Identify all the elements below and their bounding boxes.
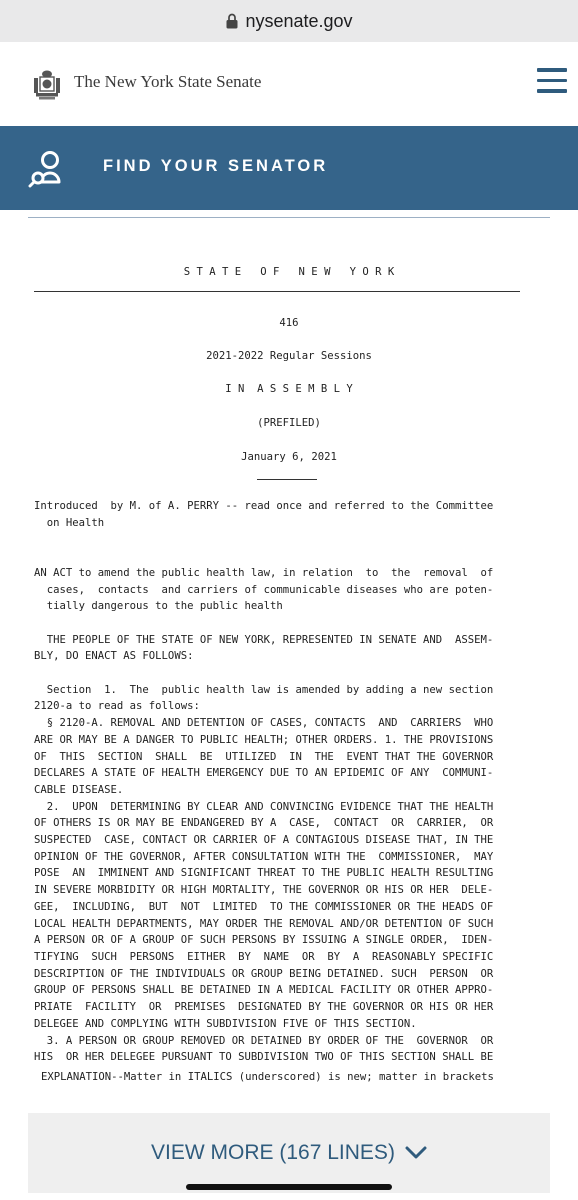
explanation-line: EXPLANATION--Matter in ITALICS (underscored) is new; matter in brackets xyxy=(41,1071,494,1083)
body-line: GROUP OF PERSONS SHALL BE DETAINED IN A MEDICAL FACILITY OR OTHER APPRO- xyxy=(34,984,494,997)
body-line: OF THIS SECTION SHALL BE UTILIZED IN THE EVENT THAT THE GOVERNOR xyxy=(34,750,494,763)
divider xyxy=(257,479,317,480)
act-line: AN ACT to amend the public health law, in relation to the removal of xyxy=(34,566,494,579)
introduced-line: Introduced by M. of A. PERRY -- read once and referred to the Committee xyxy=(34,500,494,512)
body-line: § 2120-A. REMOVAL AND DETENTION OF CASES, CONTACTS AND CARRIERS WHO xyxy=(34,717,494,730)
menu-icon[interactable] xyxy=(537,68,567,96)
enact-line: THE PEOPLE OF THE STATE OF NEW YORK, REPRESENTED IN SENATE AND ASSEM- xyxy=(34,633,494,646)
body-line: TIFYING SUCH PERSONS EITHER BY NAME OR BY A REASONABLY SPECIFIC xyxy=(34,950,494,963)
view-more-button[interactable] xyxy=(28,1113,550,1193)
body-line: OPINION OF THE GOVERNOR, AFTER CONSULTATION WITH THE COMMISSIONER, MAY xyxy=(34,850,494,863)
enact-line: BLY, DO ENACT AS FOLLOWS: xyxy=(34,650,194,663)
find-your-senator-button[interactable] xyxy=(0,126,578,210)
bill-chamber: I N A S S E M B L Y xyxy=(225,383,353,395)
body-line: Section 1. The public health law is amended by adding a new section xyxy=(34,683,494,696)
body-line: DESCRIPTION OF THE INDIVIDUALS OR GROUP BEING DETAINED. SUCH PERSON OR xyxy=(34,967,494,980)
body-line: POSE AN IMMINENT AND SIGNIFICANT THREAT TO THE PUBLIC HEALTH RESULTING xyxy=(34,867,494,880)
act-line: tially dangerous to the public health xyxy=(34,600,283,613)
url-text: nysenate.gov xyxy=(245,10,353,31)
body-line: OF OTHERS IS OR MAY BE ENDANGERED BY A CASE, CONTACT OR CARRIER, OR xyxy=(34,817,494,830)
find-your-senator-label: FIND YOUR SENATOR xyxy=(103,157,329,175)
body-line: SUSPECTED CASE, CONTACT OR CARRIER OF A CONTAGIOUS DISEASE THAT, IN THE xyxy=(34,834,494,847)
site-header xyxy=(0,42,578,126)
bill-text xyxy=(34,498,493,1066)
body-line: ARE OR MAY BE A DANGER TO PUBLIC HEALTH; OTHER ORDERS. 1. THE PROVISIONS xyxy=(34,733,494,746)
body-line: DELEGEE AND COMPLYING WITH SUBDIVISION FIVE OF THIS SECTION. xyxy=(34,1017,417,1030)
browser-url-bar[interactable] xyxy=(0,0,578,43)
view-more-label: VIEW MORE (167 LINES) xyxy=(151,1141,395,1164)
body-line: LOCAL HEALTH DEPARTMENTS, MAY ORDER THE REMOVAL AND/OR DETENTION OF SUCH xyxy=(34,917,494,930)
body-line: A PERSON OR OF A GROUP OF SUCH PERSONS BY ISSUING A SINGLE ORDER, IDEN- xyxy=(34,934,494,947)
body-line: 2120-a to read as follows: xyxy=(34,700,200,713)
bill-date: January 6, 2021 xyxy=(241,451,337,463)
senator-search-icon xyxy=(28,148,70,190)
body-line: IN SEVERE MORBIDITY OR HIGH MORTALITY, THE GOVERNOR OR HIS OR HER DELE- xyxy=(34,884,494,897)
divider xyxy=(34,291,520,292)
body-line: HIS OR HER DELEGEE PURSUANT TO SUBDIVISION TWO OF THIS SECTION SHALL BE xyxy=(34,1051,494,1064)
site-title[interactable]: The New York State Senate xyxy=(74,72,262,91)
chevron-down-icon xyxy=(405,1146,427,1160)
ny-seal-logo[interactable] xyxy=(30,67,64,101)
bill-prefiled: (PREFILED) xyxy=(257,417,321,429)
divider xyxy=(28,217,550,218)
lock-icon xyxy=(225,13,239,29)
bill-number: 416 xyxy=(279,317,299,329)
bill-state-heading: S T A T E O F N E W Y O R K xyxy=(183,266,395,278)
body-line: PRIATE FACILITY OR PREMISES DESIGNATED BY THE GOVERNOR OR HIS OR HER xyxy=(34,1001,494,1014)
body-line: GEE, INCLUDING, BUT NOT LIMITED TO THE COMMISSIONER OR THE HEADS OF xyxy=(34,900,494,913)
act-line: cases, contacts and carriers of communicable diseases who are poten- xyxy=(34,583,494,596)
home-indicator[interactable] xyxy=(186,1184,392,1190)
body-line: 3. A PERSON OR GROUP REMOVED OR DETAINED BY ORDER OF THE GOVERNOR OR xyxy=(34,1034,494,1047)
body-line: CABLE DISEASE. xyxy=(34,783,124,796)
bill-session: 2021-2022 Regular Sessions xyxy=(206,350,372,362)
body-line: DECLARES A STATE OF HEALTH EMERGENCY DUE TO AN EPIDEMIC OF ANY COMMUNI- xyxy=(34,767,494,780)
introduced-line: on Health xyxy=(34,516,105,529)
body-line: 2. UPON DETERMINING BY CLEAR AND CONVINCING EVIDENCE THAT THE HEALTH xyxy=(34,800,494,813)
